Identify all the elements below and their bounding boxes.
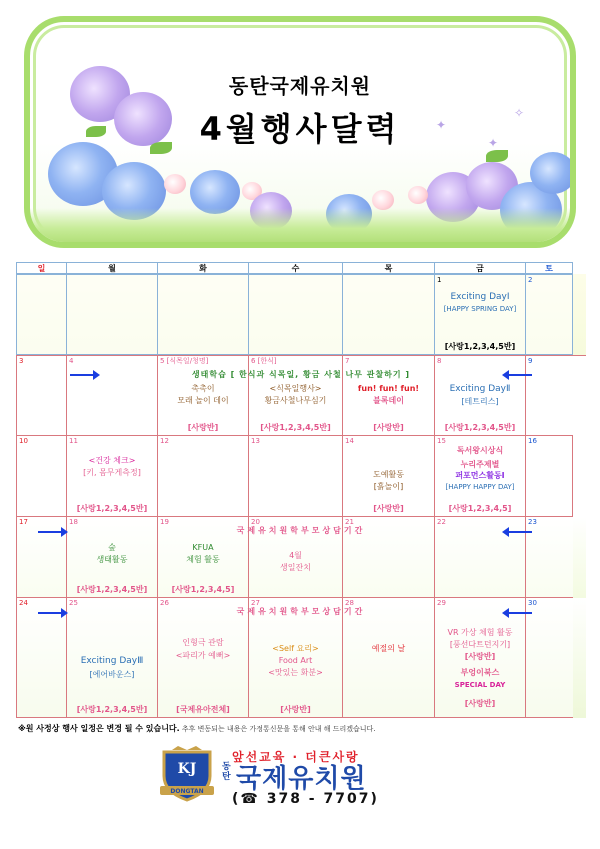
date-number: 17 [19, 518, 28, 526]
date-number: 16 [528, 437, 537, 445]
event-title: Exciting DayⅠ [450, 292, 510, 302]
event-classes: [사랑반] [280, 705, 311, 714]
week-banner: 생태학습 [ 한식과 식목일, 황금 사철 나무 관찰하기 ] [191, 370, 411, 379]
event-subtitle: <맛있는 화분> [268, 668, 323, 677]
date-number: 18 [69, 518, 78, 526]
date-number: 29 [437, 599, 446, 607]
day-cell [16, 356, 66, 436]
weekday-wed: 수 [248, 262, 342, 274]
hydrangea-flower [530, 152, 576, 194]
weekday-tue: 화 [157, 262, 248, 274]
event-subtitle: [풍선다트던지기] [449, 640, 511, 649]
event-title: KFUA [192, 543, 214, 552]
date-number: 23 [528, 518, 537, 526]
event-classes: [사랑반] [464, 699, 496, 708]
weekday-sun: 일 [16, 262, 66, 274]
event-classes: [사랑1,2,3,4,5반] [260, 423, 331, 432]
day-cell [66, 356, 157, 436]
day-cell [434, 274, 525, 355]
day-cell [248, 436, 342, 517]
event-subtitle: 블록데이 [373, 396, 404, 405]
weekday-thu: 목 [342, 262, 434, 274]
day-cell [342, 436, 434, 517]
event-subtitle: [HAPPY HAPPY DAY] [445, 483, 515, 491]
day-cell [157, 436, 248, 517]
event-line: Food Art [278, 656, 313, 665]
event-classes: [국제유아전체] [176, 705, 230, 714]
date-number: 10 [19, 437, 28, 445]
arrow-left-icon [502, 370, 532, 380]
day-cell [66, 436, 157, 517]
week-banner: 국제유치원학부모상담기간 [236, 607, 366, 616]
event-subtitle: 생일잔치 [280, 563, 311, 572]
event-title: fun! fun! fun! [357, 384, 420, 393]
event-line: 퍼포먼스활동Ⅰ [455, 471, 505, 480]
week-banner: 국제유치원학부모상담기간 [236, 526, 366, 535]
header-banner [24, 16, 576, 248]
rose-flower [164, 174, 186, 194]
event-classes: [사랑1,2,3,4,5반] [76, 504, 148, 513]
day-cell [342, 274, 434, 355]
date-number: 9 [528, 357, 533, 365]
event-title: 독서왕시상식 [456, 446, 504, 455]
event-subtitle: [테트리스] [461, 397, 499, 406]
date-number: 13 [251, 437, 260, 445]
event-title: Exciting DayⅢ [80, 656, 144, 666]
day-cell [434, 436, 525, 517]
event-subtitle: 체험 활동 [186, 555, 220, 564]
date-number: 24 [19, 599, 28, 607]
school-logo [158, 746, 216, 802]
day-cell [342, 356, 434, 436]
date-number: 26 [160, 599, 169, 607]
date-number: 2 [528, 276, 533, 284]
event-subtitle: <파리가 예뻐> [175, 651, 231, 660]
weekday-mon: 월 [66, 262, 157, 274]
rose-flower [372, 190, 394, 210]
weekday-header [16, 262, 586, 274]
date-number: 14 [345, 437, 354, 445]
day-cell [157, 356, 248, 436]
rose-flower [408, 186, 428, 204]
event-title: 촉촉이 [191, 384, 215, 393]
date-number: 19 [160, 518, 169, 526]
event-title: 도예활동 [373, 470, 404, 479]
event-classes: [사랑1,2,3,4,5반] [76, 705, 148, 714]
event-title: 예절의 날 [371, 644, 406, 653]
dongtan-label [222, 762, 231, 782]
event-title: 부엉이북스 [460, 668, 500, 677]
butterfly-icon: ✧ [514, 106, 525, 120]
day-cell [248, 356, 342, 436]
notice-bold: ※원 사정상 행사 일정은 변경 될 수 있습니다. [18, 724, 180, 733]
date-number: 1 [437, 276, 442, 284]
event-classes: [사랑1,2,3,4,5반] [76, 585, 148, 594]
calendar-week-4 [16, 517, 586, 598]
day-cell [525, 356, 573, 436]
event-subtitle: [흙놀이] [373, 482, 404, 491]
event-subtitle: 모래 놀이 데이 [177, 396, 229, 405]
date-number: 30 [528, 599, 537, 607]
event-classes: [사랑1,2,3,4,5반] [444, 423, 516, 432]
date-number: 7 [345, 357, 350, 365]
leaf [486, 150, 508, 162]
logo-initials: KJ [177, 761, 197, 777]
butterfly-icon: ✦ [488, 136, 499, 150]
calendar-week-1 [16, 274, 586, 355]
calendar-week-3 [16, 436, 586, 517]
calendar-week-5 [16, 598, 586, 718]
calendar-week-2 [16, 355, 586, 436]
event-subtitle: [HAPPY SPRING DAY] [443, 305, 517, 313]
dongtan-char: 탄 [222, 772, 231, 782]
grass-strip [30, 208, 570, 242]
date-number: 8 [437, 357, 442, 365]
event-subtitle: [에어바운스] [89, 670, 135, 679]
event-title: Exciting DayⅡ [449, 384, 511, 394]
date-number: 21 [345, 518, 354, 526]
weekday-sat: 토 [525, 262, 573, 274]
weekday-fri: 금 [434, 262, 525, 274]
arrow-left-icon [502, 527, 532, 537]
day-cell [525, 436, 573, 517]
event-subtitle: [키, 몸무게측정] [83, 468, 141, 477]
day-cell [525, 274, 573, 355]
event-classes: [사랑1,2,3,4,5] [448, 504, 512, 513]
event-title: <Self 요리> [272, 644, 319, 653]
school-name: 동탄국제유치원 [228, 74, 372, 98]
event-classes: [사랑반] [464, 652, 496, 661]
date-number: 3 [19, 357, 24, 365]
date-number: 22 [437, 518, 446, 526]
day-cell [248, 274, 342, 355]
event-subtitle: SPECIAL DAY [454, 681, 506, 689]
event-title: VR 가상 체험 활동 [447, 628, 513, 637]
event-classes: [사랑반] [373, 504, 404, 513]
day-cell [16, 436, 66, 517]
event-line: 누리주제별 [460, 460, 500, 469]
notice-rest: 추후 변동되는 내용은 가정통신문을 통해 안내 해 드리겠습니다. [179, 725, 376, 733]
kindergarten-name: 국제유치원 [236, 764, 367, 794]
calendar [16, 262, 586, 718]
date-number: 25 [69, 599, 78, 607]
event-title: 숲 [108, 543, 116, 552]
day-cell [66, 274, 157, 355]
date-number: 5 [식목일/청명] [160, 357, 209, 365]
event-title: <식목일행사> [269, 384, 322, 393]
day-cell [157, 274, 248, 355]
event-classes: [사랑반] [187, 423, 219, 432]
arrow-left-icon [502, 608, 532, 618]
event-title: 4월 [289, 551, 302, 560]
dongtan-char: 동 [222, 762, 231, 772]
date-number: 11 [69, 437, 78, 445]
date-number: 4 [69, 357, 74, 365]
day-cell [16, 274, 66, 355]
event-classes: [사랑1,2,3,4,5반] [444, 342, 516, 351]
event-subtitle: 생태활동 [96, 555, 128, 564]
date-number: 12 [160, 437, 169, 445]
date-number: 20 [251, 518, 260, 526]
phone-number: (☎ 378 - 7707) [232, 791, 379, 807]
event-classes: [사랑반] [373, 423, 404, 432]
day-cell [434, 356, 525, 436]
date-number: 6 [한식] [251, 357, 277, 365]
date-number: 27 [251, 599, 260, 607]
logo-crown [172, 746, 202, 750]
schedule-notice [18, 723, 376, 734]
page-title: 4월행사달력 [199, 110, 401, 148]
event-title: <건강 체크> [88, 456, 136, 465]
butterfly-icon: ✦ [436, 118, 447, 132]
slogan: 앞선교육 · 더큰사랑 [232, 750, 360, 764]
date-number: 15 [437, 437, 446, 445]
event-title: 인형극 관람 [182, 638, 224, 647]
logo-banner-text: DONGTAN [170, 788, 204, 795]
date-number: 28 [345, 599, 354, 607]
event-subtitle: 황금사철나무심기 [264, 396, 327, 405]
event-classes: [사랑1,2,3,4,5] [171, 585, 235, 594]
